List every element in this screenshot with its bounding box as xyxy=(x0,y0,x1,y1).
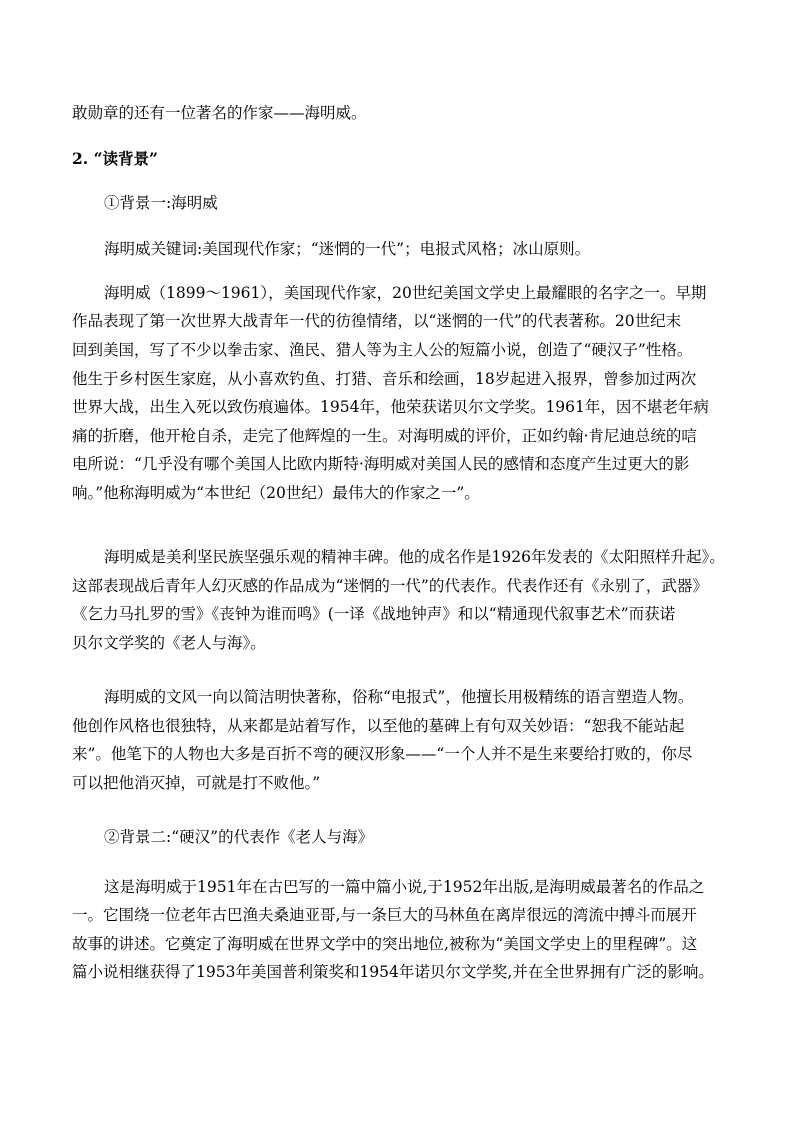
paragraph-line: 这部表现战后青年人幻灭感的作品成为“迷惘的一代”的代表作。代表作还有《永别了，武器》 xyxy=(72,577,708,595)
paragraph-line: 这是海明威于1951年在古巴写的一篇中篇小说,于1952年出版,是海明威最著名的作品之 xyxy=(104,878,705,896)
paragraph-line: 可以把他消灭掉，可就是打不败他。” xyxy=(72,774,321,792)
keywords-text: 海明威关键词:美国现代作家；“迷惘的一代”；电报式风格；冰山原则。 xyxy=(104,240,591,258)
paragraph-line: 海明威的文风一向以简洁明快著称，俗称“电报式”，他擅长用极精练的语言塑造人物。 xyxy=(104,688,694,706)
paragraph-line: 故事的讲述。它奠定了海明威在世界文学中的突出地位,被称为“美国文学史上的里程碑”。这 xyxy=(72,935,698,953)
section-heading-text: 2. “读背景” xyxy=(72,149,158,168)
paragraph-line: 痛的折磨，他开枪自杀，走完了他辉煌的一生。对海明威的评价，正如约翰·肯尼迪总统的唁 xyxy=(72,427,697,445)
background-one-title-text: ①背景一:海明威 xyxy=(104,194,218,212)
paragraph-line: 作品表现了第一次世界大战青年一代的彷徨情绪，以“迷惘的一代”的代表著称。20世纪末 xyxy=(72,312,682,330)
paragraph-line: 响。”他称海明威为“本世纪（20世纪）最伟大的作家之一”。 xyxy=(72,484,480,502)
paragraph-line: 《乞力马扎罗的雪》《丧钟为谁而鸣》(一译《战地钟声》和以“精通现代叙事艺术”而获诺 xyxy=(72,605,676,623)
background-two-title-text: ②背景二:“硬汉”的代表作《老人与海》 xyxy=(104,828,374,846)
paragraph-line: 一。它围绕一位老年古巴渔夫桑迪亚哥,与一条巨大的马林鱼在离岸很远的湾流中搏斗而展开 xyxy=(72,906,697,924)
paragraph-line: 海明威是美利坚民族坚强乐观的精神丰碑。他的成名作是1926年发表的《太阳照样升起》。 xyxy=(104,548,725,566)
paragraph-line: 篇小说相继获得了1953年美国普利策奖和1954年诺贝尔文学奖,并在全世界拥有广泛的影响。 xyxy=(72,963,714,981)
paragraph-line: 海明威（1899～1961），美国现代作家，20世纪美国文学史上最耀眼的名字之一。早期 xyxy=(104,284,707,302)
paragraph-line: 世界大战，出生入死以致伤痕遍体。1954年，他荣获诺贝尔文学奖。1961年，因不堪老年病 xyxy=(72,398,709,416)
paragraph-line: 来”。他笔下的人物也大多是百折不弯的硬汉形象——“一个人并不是生来要给打败的，你尽 xyxy=(72,745,693,763)
paragraph-line: 回到美国，写了不少以拳击家、渔民、猎人等为主人公的短篇小说，创造了“硬汉子”性格。 xyxy=(72,341,693,359)
paragraph-line: 他创作风格也很独特，从来都是站着写作，以至他的墓碑上有句双关妙语：“恕我不能站起 xyxy=(72,717,685,735)
intro-tail-text: 敢勋章的还有一位著名的作家——海明威。 xyxy=(72,104,367,122)
paragraph-line: 贝尔文学奖的《老人与海》。 xyxy=(72,634,266,652)
paragraph-line: 电所说：“几乎没有哪个美国人比欧内斯特·海明威对美国人民的感情和态度产生过更大的影 xyxy=(72,455,690,473)
paragraph-line: 他生于乡村医生家庭，从小喜欢钓鱼、打猎、音乐和绘画，18岁起进入报界，曾参加过两次 xyxy=(72,370,697,388)
